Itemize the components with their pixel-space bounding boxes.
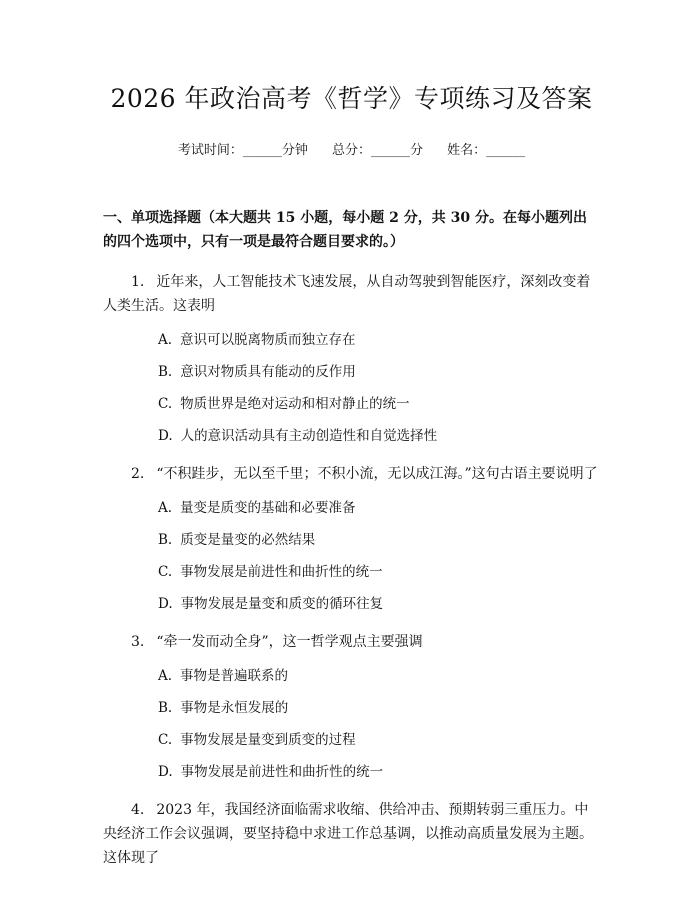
option-letter: D. <box>158 428 173 444</box>
exam-time: 考试时间：______分钟 <box>177 143 308 158</box>
question-number: 1. <box>131 274 145 290</box>
option-text: 质变是量变的必然结果 <box>180 532 316 548</box>
question-3-options <box>103 666 600 782</box>
question-text: 2023 年，我国经济面临需求收缩、供给冲击、预期转弱三重压力。中央经济工作会议强调，要坚持稳中求进工作总基调，以推动高质量发展为主题。这体现了 <box>103 802 593 866</box>
option-letter: A. <box>158 332 173 348</box>
option-letter: C. <box>158 396 173 412</box>
option-letter: A. <box>158 500 173 516</box>
question-2 <box>103 462 600 486</box>
option-letter: C. <box>158 564 173 580</box>
option-c <box>103 562 600 582</box>
question-number: 2. <box>131 466 145 482</box>
section-heading: 一、单项选择题（本大题共 15 小题，每小题 2 分，共 30 分。在每小题列出的四个选项中，只有一项是最符合题目要求的。） <box>103 210 587 250</box>
option-d <box>103 426 600 446</box>
option-text: 物质世界是绝对运动和相对静止的统一 <box>180 396 410 412</box>
option-letter: B. <box>158 364 173 380</box>
question-4 <box>103 798 600 870</box>
option-letter: B. <box>158 532 173 548</box>
option-b <box>103 362 600 382</box>
option-text: 事物发展是量变和质变的循环往复 <box>180 596 384 612</box>
question-number: 3. <box>131 634 145 650</box>
question-1 <box>103 270 600 318</box>
option-a <box>103 666 600 686</box>
option-b <box>103 530 600 550</box>
page-title: 2026 年政治高考《哲学》专项练习及答案 <box>110 84 593 113</box>
option-text: 量变是质变的基础和必要准备 <box>180 500 356 516</box>
exam-name: 姓名：______ <box>447 143 526 158</box>
option-c <box>103 394 600 414</box>
option-text: 人的意识活动具有主动创造性和自觉选择性 <box>180 428 438 444</box>
option-a <box>103 498 600 518</box>
option-text: 意识对物质具有能动的反作用 <box>180 364 356 380</box>
option-letter: B. <box>158 700 173 716</box>
option-letter: D. <box>158 596 173 612</box>
option-d <box>103 762 600 782</box>
option-letter: D. <box>158 764 173 780</box>
option-text: 意识可以脱离物质而独立存在 <box>180 332 356 348</box>
exam-score: 总分：______分 <box>331 143 423 158</box>
question-number: 4. <box>131 802 145 818</box>
option-d <box>103 594 600 614</box>
exam-meta <box>103 141 600 161</box>
option-text: 事物发展是量变到质变的过程 <box>180 732 356 748</box>
option-letter: A. <box>158 668 173 684</box>
option-a <box>103 330 600 350</box>
option-text: 事物是普遍联系的 <box>180 668 289 684</box>
option-text: 事物是永恒发展的 <box>180 700 289 716</box>
question-3 <box>103 630 600 654</box>
question-text: “牵一发而动全身”，这一哲学观点主要强调 <box>156 634 423 650</box>
option-text: 事物发展是前进性和曲折性的统一 <box>180 764 384 780</box>
question-text: “不积跬步，无以至千里；不积小流，无以成江海。”这句古语主要说明了 <box>156 466 598 482</box>
question-text: 近年来，人工智能技术飞速发展，从自动驾驶到智能医疗，深刻改变着人类生活。这表明 <box>103 274 591 314</box>
option-b <box>103 698 600 718</box>
option-c <box>103 730 600 750</box>
option-letter: C. <box>158 732 173 748</box>
option-text: 事物发展是前进性和曲折性的统一 <box>180 564 383 580</box>
question-1-options <box>103 330 600 446</box>
question-2-options <box>103 498 600 614</box>
